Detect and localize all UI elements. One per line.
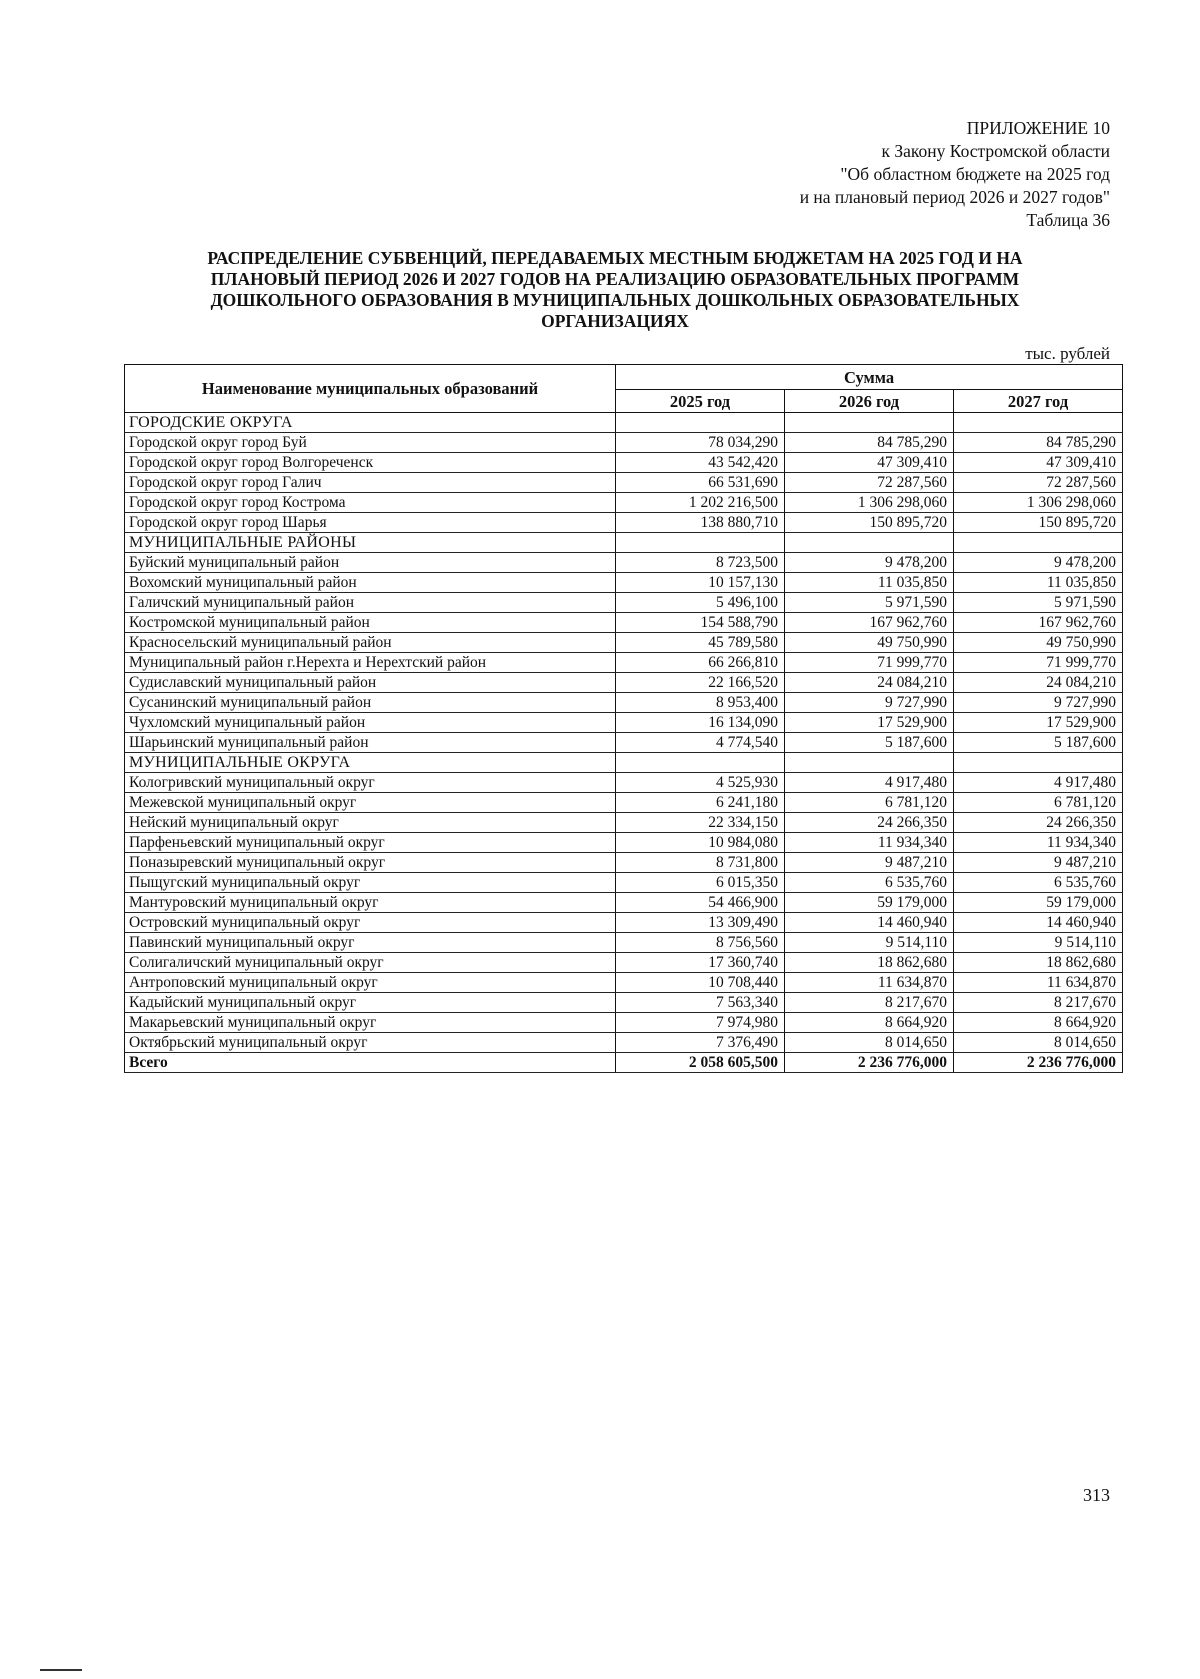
value-2027: 8 014,650 bbox=[954, 1033, 1123, 1053]
value-2027: 9 514,110 bbox=[954, 933, 1123, 953]
table-row bbox=[125, 633, 1123, 653]
value-2025: 8 953,400 bbox=[616, 693, 785, 713]
table-row bbox=[125, 673, 1123, 693]
value-2027: 150 895,720 bbox=[954, 513, 1123, 533]
total-2027: 2 236 776,000 bbox=[954, 1053, 1123, 1073]
table-row bbox=[125, 573, 1123, 593]
municipality-name: Парфеньевский муниципальный округ bbox=[125, 833, 616, 853]
section-row bbox=[125, 413, 1123, 433]
section-row bbox=[125, 533, 1123, 553]
municipality-name: Кологривский муниципальный округ bbox=[125, 773, 616, 793]
table-row bbox=[125, 813, 1123, 833]
value-2026: 71 999,770 bbox=[785, 653, 954, 673]
value-2025: 45 789,580 bbox=[616, 633, 785, 653]
municipality-name: Поназыревский муниципальный округ bbox=[125, 853, 616, 873]
value-2027: 11 035,850 bbox=[954, 573, 1123, 593]
value-2025: 7 376,490 bbox=[616, 1033, 785, 1053]
table-row bbox=[125, 1033, 1123, 1053]
section-name: МУНИЦИПАЛЬНЫЕ РАЙОНЫ bbox=[125, 533, 616, 553]
value-2027: 11 934,340 bbox=[954, 833, 1123, 853]
value-2026: 6 535,760 bbox=[785, 873, 954, 893]
municipality-name: Межевской муниципальный округ bbox=[125, 793, 616, 813]
value-2025: 10 708,440 bbox=[616, 973, 785, 993]
municipality-name: Городской округ город Волгореченск bbox=[125, 453, 616, 473]
table-row bbox=[125, 653, 1123, 673]
table-row bbox=[125, 473, 1123, 493]
value-2025: 7 563,340 bbox=[616, 993, 785, 1013]
value-2027: 18 862,680 bbox=[954, 953, 1123, 973]
table-row bbox=[125, 973, 1123, 993]
table-row bbox=[125, 953, 1123, 973]
value-2027: 47 309,410 bbox=[954, 453, 1123, 473]
table-row bbox=[125, 833, 1123, 853]
table-row bbox=[125, 893, 1123, 913]
column-header-name: Наименование муниципальных образований bbox=[125, 365, 616, 413]
column-header-2025: 2025 год bbox=[616, 390, 785, 413]
table-row bbox=[125, 453, 1123, 473]
column-header-2026: 2026 год bbox=[785, 390, 954, 413]
table-row bbox=[125, 773, 1123, 793]
value-2026 bbox=[785, 533, 954, 553]
total-row bbox=[125, 1053, 1123, 1073]
municipality-name: Городской округ город Кострома bbox=[125, 493, 616, 513]
value-2026: 11 934,340 bbox=[785, 833, 954, 853]
table-row bbox=[125, 693, 1123, 713]
value-2026: 8 014,650 bbox=[785, 1033, 954, 1053]
value-2027: 71 999,770 bbox=[954, 653, 1123, 673]
municipality-name: Городской округ город Буй bbox=[125, 433, 616, 453]
value-2027 bbox=[954, 413, 1123, 433]
municipality-name: Пыщугский муниципальный округ bbox=[125, 873, 616, 893]
municipality-name: Галичский муниципальный район bbox=[125, 593, 616, 613]
title-line: ОРГАНИЗАЦИЯХ bbox=[541, 311, 689, 331]
section-name: ГОРОДСКИЕ ОКРУГА bbox=[125, 413, 616, 433]
value-2027: 17 529,900 bbox=[954, 713, 1123, 733]
value-2026: 9 478,200 bbox=[785, 553, 954, 573]
municipality-name: Сусанинский муниципальный район bbox=[125, 693, 616, 713]
table-row bbox=[125, 1013, 1123, 1033]
municipality-name: Макарьевский муниципальный округ bbox=[125, 1013, 616, 1033]
value-2025: 43 542,420 bbox=[616, 453, 785, 473]
page-number: 313 bbox=[1083, 1485, 1110, 1505]
value-2025: 22 334,150 bbox=[616, 813, 785, 833]
value-2026: 5 187,600 bbox=[785, 733, 954, 753]
value-2025: 54 466,900 bbox=[616, 893, 785, 913]
appendix-line: ПРИЛОЖЕНИЕ 10 bbox=[966, 118, 1110, 138]
value-2027: 9 478,200 bbox=[954, 553, 1123, 573]
table-body bbox=[125, 413, 1123, 1073]
value-2027: 167 962,760 bbox=[954, 613, 1123, 633]
value-2027: 5 187,600 bbox=[954, 733, 1123, 753]
table-row bbox=[125, 993, 1123, 1013]
value-2026 bbox=[785, 753, 954, 773]
value-2025: 66 531,690 bbox=[616, 473, 785, 493]
value-2026: 14 460,940 bbox=[785, 913, 954, 933]
table-row bbox=[125, 793, 1123, 813]
value-2026: 11 634,870 bbox=[785, 973, 954, 993]
municipality-name: Шарьинский муниципальный район bbox=[125, 733, 616, 753]
value-2025: 1 202 216,500 bbox=[616, 493, 785, 513]
value-2025: 6 015,350 bbox=[616, 873, 785, 893]
title-line: ДОШКОЛЬНОГО ОБРАЗОВАНИЯ В МУНИЦИПАЛЬНЫХ ДОШКОЛЬНЫХ ОБРАЗОВАТЕЛЬНЫХ bbox=[210, 290, 1020, 310]
table-row bbox=[125, 933, 1123, 953]
value-2026: 11 035,850 bbox=[785, 573, 954, 593]
value-2025: 13 309,490 bbox=[616, 913, 785, 933]
value-2026: 9 487,210 bbox=[785, 853, 954, 873]
column-header-sum: Сумма bbox=[616, 365, 1123, 390]
value-2026: 84 785,290 bbox=[785, 433, 954, 453]
municipality-name: Буйский муниципальный район bbox=[125, 553, 616, 573]
value-2026: 72 287,560 bbox=[785, 473, 954, 493]
table-row bbox=[125, 553, 1123, 573]
municipality-name: Кадыйский муниципальный округ bbox=[125, 993, 616, 1013]
value-2026: 8 217,670 bbox=[785, 993, 954, 1013]
value-2027: 72 287,560 bbox=[954, 473, 1123, 493]
value-2027: 5 971,590 bbox=[954, 593, 1123, 613]
document-title bbox=[140, 248, 1090, 332]
value-2026: 47 309,410 bbox=[785, 453, 954, 473]
value-2025: 8 731,800 bbox=[616, 853, 785, 873]
value-2027: 24 084,210 bbox=[954, 673, 1123, 693]
value-2025: 154 588,790 bbox=[616, 613, 785, 633]
table-row bbox=[125, 853, 1123, 873]
value-2026: 150 895,720 bbox=[785, 513, 954, 533]
appendix-header bbox=[800, 117, 1110, 232]
municipality-name: Островский муниципальный округ bbox=[125, 913, 616, 933]
municipality-name: Костромской муниципальный район bbox=[125, 613, 616, 633]
value-2026: 5 971,590 bbox=[785, 593, 954, 613]
municipality-name: Солигаличский муниципальный округ bbox=[125, 953, 616, 973]
table-row bbox=[125, 613, 1123, 633]
value-2025: 66 266,810 bbox=[616, 653, 785, 673]
value-2027: 8 217,670 bbox=[954, 993, 1123, 1013]
title-line: РАСПРЕДЕЛЕНИЕ СУБВЕНЦИЙ, ПЕРЕДАВАЕМЫХ МЕСТНЫМ БЮДЖЕТАМ НА 2025 ГОД И НА bbox=[207, 248, 1023, 268]
value-2026: 9 727,990 bbox=[785, 693, 954, 713]
total-2026: 2 236 776,000 bbox=[785, 1053, 954, 1073]
value-2025: 4 774,540 bbox=[616, 733, 785, 753]
value-2027: 84 785,290 bbox=[954, 433, 1123, 453]
value-2027: 9 487,210 bbox=[954, 853, 1123, 873]
value-2025: 7 974,980 bbox=[616, 1013, 785, 1033]
value-2026: 59 179,000 bbox=[785, 893, 954, 913]
value-2026: 17 529,900 bbox=[785, 713, 954, 733]
section-row bbox=[125, 753, 1123, 773]
value-2027: 4 917,480 bbox=[954, 773, 1123, 793]
subventions-table bbox=[124, 364, 1123, 1073]
table-row bbox=[125, 733, 1123, 753]
table-row bbox=[125, 593, 1123, 613]
value-2027: 6 781,120 bbox=[954, 793, 1123, 813]
municipality-name: Муниципальный район г.Нерехта и Нерехтский район bbox=[125, 653, 616, 673]
value-2026: 1 306 298,060 bbox=[785, 493, 954, 513]
value-2027: 49 750,990 bbox=[954, 633, 1123, 653]
value-2026: 4 917,480 bbox=[785, 773, 954, 793]
units-label: тыс. рублей bbox=[1025, 344, 1110, 363]
municipality-name: Антроповский муниципальный округ bbox=[125, 973, 616, 993]
title-line: ПЛАНОВЫЙ ПЕРИОД 2026 И 2027 ГОДОВ НА РЕАЛИЗАЦИЮ ОБРАЗОВАТЕЛЬНЫХ ПРОГРАММ bbox=[210, 269, 1020, 289]
appendix-line: к Закону Костромской области bbox=[881, 141, 1110, 161]
value-2025: 22 166,520 bbox=[616, 673, 785, 693]
municipality-name: Судиславский муниципальный район bbox=[125, 673, 616, 693]
value-2025: 10 157,130 bbox=[616, 573, 785, 593]
value-2025: 16 134,090 bbox=[616, 713, 785, 733]
section-name: МУНИЦИПАЛЬНЫЕ ОКРУГА bbox=[125, 753, 616, 773]
table-row bbox=[125, 713, 1123, 733]
municipality-name: Городской округ город Шарья bbox=[125, 513, 616, 533]
value-2026 bbox=[785, 413, 954, 433]
value-2027: 11 634,870 bbox=[954, 973, 1123, 993]
value-2025: 78 034,290 bbox=[616, 433, 785, 453]
value-2027: 9 727,990 bbox=[954, 693, 1123, 713]
value-2026: 8 664,920 bbox=[785, 1013, 954, 1033]
total-2025: 2 058 605,500 bbox=[616, 1053, 785, 1073]
value-2026: 6 781,120 bbox=[785, 793, 954, 813]
value-2025: 5 496,100 bbox=[616, 593, 785, 613]
municipality-name: Павинский муниципальный округ bbox=[125, 933, 616, 953]
value-2027: 24 266,350 bbox=[954, 813, 1123, 833]
table-row bbox=[125, 873, 1123, 893]
value-2027 bbox=[954, 753, 1123, 773]
value-2026: 49 750,990 bbox=[785, 633, 954, 653]
value-2025: 8 756,560 bbox=[616, 933, 785, 953]
value-2025: 17 360,740 bbox=[616, 953, 785, 973]
value-2025: 10 984,080 bbox=[616, 833, 785, 853]
value-2027: 14 460,940 bbox=[954, 913, 1123, 933]
value-2025 bbox=[616, 533, 785, 553]
value-2026: 9 514,110 bbox=[785, 933, 954, 953]
table-number: Таблица 36 bbox=[1026, 210, 1110, 230]
column-header-2027: 2027 год bbox=[954, 390, 1123, 413]
value-2025 bbox=[616, 753, 785, 773]
municipality-name: Красносельский муниципальный район bbox=[125, 633, 616, 653]
value-2026: 167 962,760 bbox=[785, 613, 954, 633]
municipality-name: Октябрьский муниципальный округ bbox=[125, 1033, 616, 1053]
table-row bbox=[125, 913, 1123, 933]
value-2027: 1 306 298,060 bbox=[954, 493, 1123, 513]
value-2027: 6 535,760 bbox=[954, 873, 1123, 893]
value-2025: 6 241,180 bbox=[616, 793, 785, 813]
table-row bbox=[125, 493, 1123, 513]
table-row bbox=[125, 513, 1123, 533]
table-row bbox=[125, 433, 1123, 453]
municipality-name: Чухломский муниципальный район bbox=[125, 713, 616, 733]
value-2025: 4 525,930 bbox=[616, 773, 785, 793]
municipality-name: Нейский муниципальный округ bbox=[125, 813, 616, 833]
municipality-name: Мантуровский муниципальный округ bbox=[125, 893, 616, 913]
total-label: Всего bbox=[125, 1053, 616, 1073]
value-2026: 24 084,210 bbox=[785, 673, 954, 693]
municipality-name: Вохомский муниципальный район bbox=[125, 573, 616, 593]
value-2027 bbox=[954, 533, 1123, 553]
municipality-name: Городской округ город Галич bbox=[125, 473, 616, 493]
value-2027: 8 664,920 bbox=[954, 1013, 1123, 1033]
value-2025 bbox=[616, 413, 785, 433]
appendix-line: "Об областном бюджете на 2025 год bbox=[840, 164, 1110, 184]
margin-mark bbox=[40, 1669, 82, 1671]
value-2026: 24 266,350 bbox=[785, 813, 954, 833]
value-2025: 8 723,500 bbox=[616, 553, 785, 573]
value-2026: 18 862,680 bbox=[785, 953, 954, 973]
value-2025: 138 880,710 bbox=[616, 513, 785, 533]
appendix-line: и на плановый период 2026 и 2027 годов" bbox=[799, 187, 1110, 207]
value-2027: 59 179,000 bbox=[954, 893, 1123, 913]
